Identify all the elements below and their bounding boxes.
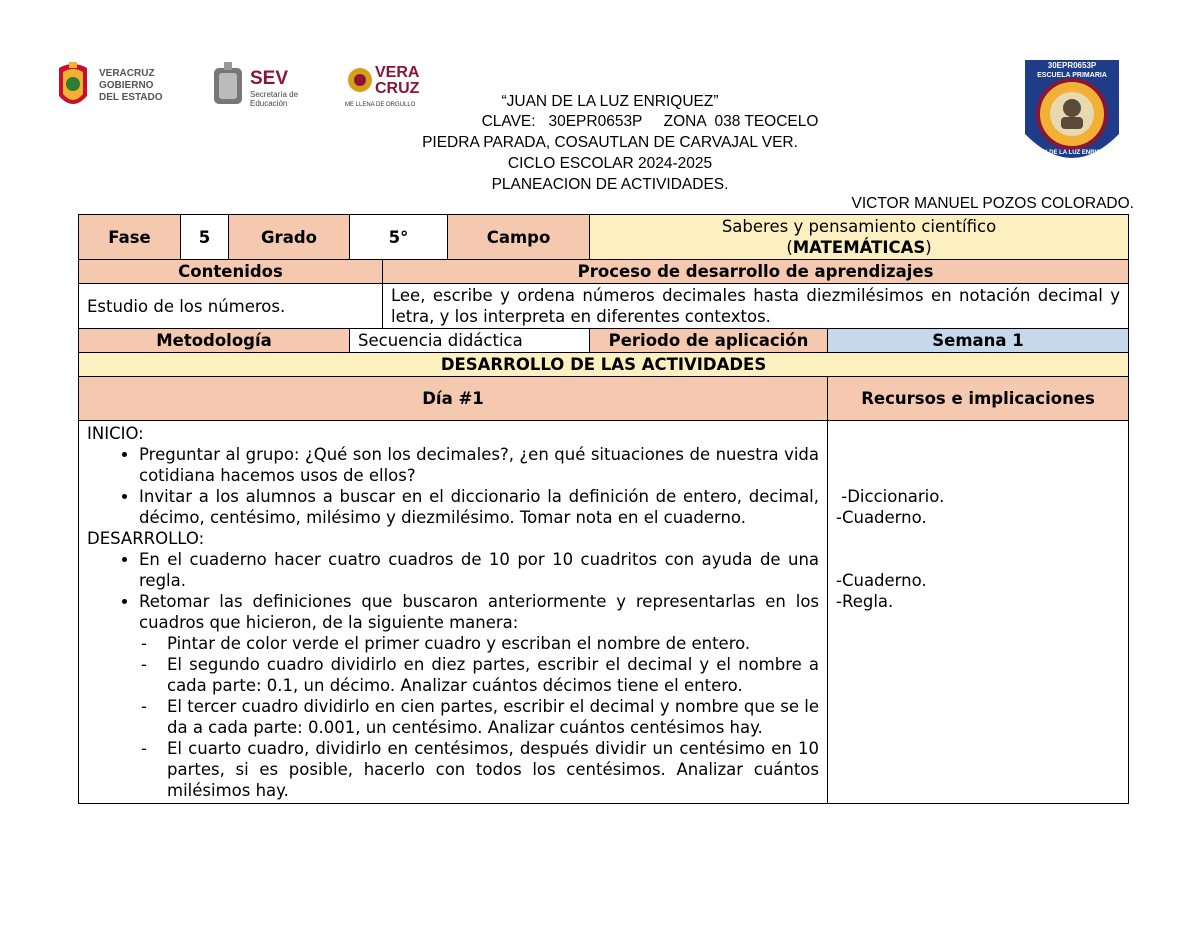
sub-list-item: - El segundo cuadro dividirlo en diez partes, escribir el decimal y el nombre a cada parte: 0.1, un décimo. Analizar cuántos décimos tiene el entero.	[167, 654, 819, 696]
contenidos-value: Estudio de los números.	[79, 284, 383, 329]
school-clave: CLAVE: 30EPR0653P ZONA 038 TEOCELO	[481, 113, 819, 130]
resource-item: -Cuaderno.	[836, 508, 927, 527]
document-title: PLANEACION DE ACTIVIDADES.	[491, 176, 729, 193]
fase-label: Fase	[79, 215, 181, 260]
activities-cell	[79, 421, 828, 804]
list-item: • Invitar a los alumnos a buscar en el diccionario la definición de entero, decimal, décimo, centésimo, milésimo y diezmilésimo. Tomar nota en el cuaderno.	[139, 486, 819, 528]
campo-subject: MATEMÁTICAS	[792, 238, 926, 257]
inicio-heading: INICIO:	[87, 424, 144, 443]
sub-list-item: - Pintar de color verde el primer cuadro y escriban el nombre de entero.	[167, 633, 819, 654]
contenidos-label: Contenidos	[79, 260, 383, 284]
resource-item: -Cuaderno.	[836, 571, 927, 590]
proceso-value: Lee, escribe y ordena números decimales hasta diezmilésimos en notación decimal y letra, y los interpreta en diferentes contextos.	[383, 284, 1129, 329]
metodologia-label: Metodología	[79, 329, 350, 353]
sev-subtitle: Secretaría de Educación	[250, 90, 299, 108]
list-item	[139, 591, 819, 801]
semana-value: Semana 1	[828, 329, 1129, 353]
day-header-row	[79, 377, 1129, 421]
phase-row	[79, 215, 1129, 260]
sub-list	[139, 633, 819, 801]
brand-text-top: VERA	[375, 64, 420, 81]
sev-shield-icon	[210, 62, 246, 110]
resources-cell	[828, 421, 1129, 804]
brand-tagline: ME LLENA DE ORGULLO	[345, 102, 416, 108]
planning-table	[78, 214, 1129, 804]
school-name: “JUAN DE LA LUZ ENRIQUEZ”	[501, 93, 719, 110]
sev-logo	[210, 62, 300, 110]
veracruz-government-text: VERACRUZ GOBIERNO DEL ESTADO	[99, 68, 163, 103]
campo-paren-open: (	[786, 238, 793, 257]
methodology-row	[79, 329, 1129, 353]
school-location: PIEDRA PARADA, COSAUTLAN DE CARVAJAL VER.	[422, 134, 798, 151]
recursos-label: Recursos e implicaciones	[828, 377, 1129, 421]
school-seal-label: ESCUELA PRIMARIA	[1037, 72, 1107, 79]
inicio-list	[87, 444, 819, 528]
metodologia-value: Secuencia didáctica	[350, 329, 590, 353]
dia-label: Día #1	[79, 377, 828, 421]
grado-label: Grado	[229, 215, 350, 260]
school-seal-ring-text: JUAN DE LA LUZ ENRIQUEZ	[1031, 150, 1113, 156]
campo-value-line2	[598, 237, 1120, 258]
resource-item: -Regla.	[836, 592, 894, 611]
teacher-name: VICTOR MANUEL POZOS COLORADO.	[851, 195, 1134, 212]
sub-list-item: - El cuarto cuadro, dividirlo en centésimos, después dividir un centésimo en 10 partes, si es posible, hacerlo con todos los centésimos. Analizar cuántos milésimos hay.	[167, 738, 819, 801]
grado-value: 5°	[350, 215, 448, 260]
resources-spacer	[836, 528, 1120, 570]
school-seal-code: 30EPR0653P	[1047, 61, 1097, 70]
contents-header-row	[79, 260, 1129, 284]
list-item: • Preguntar al grupo: ¿Qué son los decimales?, ¿en qué situaciones de nuestra vida cotidiana hacemos usos de ellos?	[139, 444, 819, 486]
proceso-label: Proceso de desarrollo de aprendizajes	[383, 260, 1129, 284]
campo-value	[590, 215, 1129, 260]
resource-item: -Diccionario.	[836, 487, 945, 506]
brand-text-bottom: CRUZ	[375, 80, 420, 97]
list-item-text: Retomar las definiciones que buscaron anteriormente y representarlas en los cuadros que hicieron, de la siguiente manera:	[139, 592, 820, 632]
campo-paren-close: )	[925, 238, 932, 257]
contents-row	[79, 284, 1129, 329]
fase-value: 5	[181, 215, 229, 260]
school-seal-logo	[1017, 54, 1127, 182]
sub-list-item: - El tercer cuadro dividirlo en cien partes, escribir el decimal y nombre que se le da a cada parte: 0.001, un centésimo. Analizar cuántos centésimos hay.	[167, 696, 819, 738]
activities-row	[79, 421, 1129, 804]
resources-spacer	[836, 423, 1120, 486]
sev-title: SEV	[250, 68, 289, 89]
veracruz-government-logo	[55, 60, 167, 114]
school-cycle: CICLO ESCOLAR 2024-2025	[507, 155, 713, 172]
campo-value-line1: Saberes y pensamiento científico	[721, 217, 997, 236]
periodo-label: Periodo de aplicación	[590, 329, 828, 353]
desarrollo-title: DESARROLLO DE LAS ACTIVIDADES	[79, 353, 1129, 377]
desarrollo-list	[87, 549, 819, 801]
desarrollo-heading: DESARROLLO:	[87, 529, 205, 548]
list-item: • En el cuaderno hacer cuatro cuadros de 10 por 10 cuadritos con ayuda de una regla.	[139, 549, 819, 591]
campo-label: Campo	[448, 215, 590, 260]
desarrollo-title-row	[79, 353, 1129, 377]
